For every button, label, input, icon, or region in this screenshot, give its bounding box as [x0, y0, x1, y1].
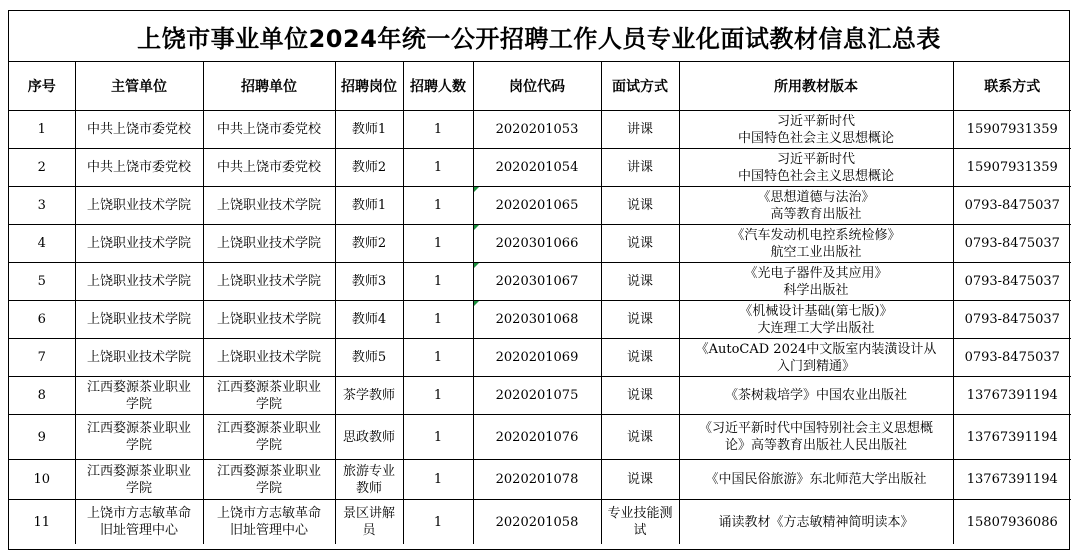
- spreadsheet: [8, 10, 1070, 550]
- cell-dept[interactable]: [75, 301, 203, 339]
- cell-code[interactable]: [473, 263, 601, 301]
- cell-book-text: 《习近平新时代中国特别社会主义思想概 论》高等教育出版社人民出版社: [698, 421, 933, 453]
- table-row: [9, 263, 1071, 301]
- cell-count[interactable]: [403, 500, 473, 545]
- cell-method[interactable]: [601, 500, 679, 545]
- column-header-post[interactable]: 招聘岗位: [335, 62, 403, 111]
- cell-count-text: 1: [433, 160, 443, 175]
- cell-code[interactable]: [473, 187, 601, 225]
- cell-code-text: 2020201078: [495, 472, 579, 487]
- cell-contact-text: 15907931359: [966, 160, 1058, 175]
- cell-method[interactable]: [601, 111, 679, 149]
- cell-post[interactable]: [335, 415, 403, 460]
- cell-code-text: 2020301067: [495, 274, 579, 289]
- cell-contact-text: 15807936086: [966, 514, 1058, 530]
- cell-dept[interactable]: [75, 225, 203, 263]
- cell-contact[interactable]: [953, 377, 1071, 415]
- cell-post-text: 茶学教师: [342, 388, 395, 403]
- cell-method-text: 说课: [626, 274, 653, 289]
- cell-no[interactable]: [9, 339, 75, 377]
- cell-no[interactable]: [9, 377, 75, 415]
- cell-dept-text: 上饶职业技术学院: [86, 236, 191, 251]
- table-row: [9, 500, 1071, 545]
- header-row: [9, 62, 1071, 111]
- cell-contact-text: 13767391194: [966, 388, 1058, 403]
- cell-no[interactable]: [9, 500, 75, 545]
- cell-code-text: 2020201076: [495, 429, 579, 445]
- cell-no[interactable]: [9, 460, 75, 500]
- cell-dept[interactable]: [75, 415, 203, 460]
- cell-no-text: 9: [37, 429, 46, 445]
- cell-unit[interactable]: [203, 149, 335, 187]
- cell-no-text: 6: [37, 312, 46, 327]
- cell-method[interactable]: [601, 149, 679, 187]
- cell-count-text: 1: [433, 312, 443, 327]
- cell-contact-text: 0793-8475037: [964, 350, 1060, 365]
- cell-method-text: 说课: [626, 429, 653, 445]
- cell-no-text: 2: [37, 160, 46, 175]
- cell-method[interactable]: [601, 339, 679, 377]
- cell-post[interactable]: [335, 149, 403, 187]
- cell-no-text: 11: [33, 514, 51, 530]
- cell-count[interactable]: [403, 339, 473, 377]
- cell-dept-text: 江西婺源茶业职业 学院: [86, 379, 191, 412]
- cell-dept[interactable]: [75, 460, 203, 500]
- table-row: [9, 187, 1071, 225]
- table-row: [9, 377, 1071, 415]
- cell-method-text: 说课: [626, 312, 653, 327]
- cell-book[interactable]: [679, 225, 953, 263]
- column-header-book[interactable]: 所用教材版本: [679, 62, 953, 111]
- cell-no[interactable]: [9, 187, 75, 225]
- cell-code[interactable]: [473, 301, 601, 339]
- cell-count[interactable]: [403, 301, 473, 339]
- cell-book[interactable]: [679, 460, 953, 500]
- cell-unit-text: 上饶市方志敏革命 旧址管理中心: [216, 506, 321, 538]
- cell-method-text: 说课: [626, 198, 653, 213]
- data-table: [9, 62, 1071, 544]
- cell-book[interactable]: [679, 339, 953, 377]
- cell-no-text: 8: [37, 388, 46, 403]
- cell-book-text: 习近平新时代 中国特色社会主义思想概论: [737, 113, 894, 146]
- cell-dept-text: 中共上饶市委党校: [86, 122, 191, 137]
- cell-no-text: 4: [37, 236, 46, 251]
- table-row: [9, 415, 1071, 460]
- cell-dept[interactable]: [75, 377, 203, 415]
- cell-contact-text: 13767391194: [966, 472, 1058, 487]
- cell-code[interactable]: [473, 111, 601, 149]
- cell-unit[interactable]: [203, 500, 335, 545]
- cell-post-text: 教师4: [351, 312, 387, 327]
- cell-dept-text: 中共上饶市委党校: [86, 160, 191, 175]
- cell-code-text: 2020301066: [495, 236, 579, 251]
- cell-post-text: 旅游专业 教师: [342, 463, 395, 496]
- cell-count-text: 1: [433, 198, 443, 213]
- cell-unit-text: 上饶职业技术学院: [216, 198, 321, 213]
- cell-dept[interactable]: [75, 500, 203, 545]
- cell-no-text: 3: [37, 198, 46, 213]
- cell-method[interactable]: [601, 460, 679, 500]
- cell-unit[interactable]: [203, 460, 335, 500]
- cell-dept[interactable]: [75, 149, 203, 187]
- cell-dept[interactable]: [75, 339, 203, 377]
- table-row: [9, 225, 1071, 263]
- cell-count-text: 1: [433, 388, 443, 403]
- cell-unit[interactable]: [203, 225, 335, 263]
- cell-book-text: 习近平新时代 中国特色社会主义思想概论: [737, 151, 894, 184]
- table-row: [9, 339, 1071, 377]
- cell-unit[interactable]: [203, 111, 335, 149]
- cell-contact-text: 13767391194: [966, 429, 1058, 445]
- page-title: 上饶市事业单位2024年统一公开招聘工作人员专业化面试教材信息汇总表: [9, 11, 1069, 62]
- cell-no[interactable]: [9, 415, 75, 460]
- cell-method-text: 说课: [626, 236, 653, 251]
- cell-dept-text: 上饶市方志敏革命 旧址管理中心: [86, 506, 191, 538]
- cell-contact[interactable]: [953, 415, 1071, 460]
- cell-code[interactable]: [473, 377, 601, 415]
- cell-no-text: 10: [33, 472, 51, 487]
- cell-code-text: 2020201065: [495, 198, 579, 213]
- cell-contact[interactable]: [953, 301, 1071, 339]
- cell-dept-text: 上饶职业技术学院: [86, 350, 191, 365]
- cell-code[interactable]: [473, 415, 601, 460]
- cell-unit-text: 上饶职业技术学院: [216, 236, 321, 251]
- cell-code[interactable]: [473, 460, 601, 500]
- cell-post-text: 教师5: [351, 350, 387, 365]
- cell-no-text: 5: [37, 274, 46, 289]
- cell-code-text: 2020201075: [495, 388, 579, 403]
- cell-unit[interactable]: [203, 339, 335, 377]
- cell-post-text: 教师1: [351, 122, 387, 137]
- cell-post[interactable]: [335, 263, 403, 301]
- column-header-unit[interactable]: 招聘单位: [203, 62, 335, 111]
- cell-method-text: 讲课: [626, 160, 653, 175]
- cell-code[interactable]: [473, 149, 601, 187]
- cell-count-text: 1: [433, 122, 443, 137]
- table-row: [9, 149, 1071, 187]
- cell-book[interactable]: [679, 415, 953, 460]
- cell-method-text: 说课: [626, 350, 653, 365]
- cell-contact[interactable]: [953, 149, 1071, 187]
- cell-contact[interactable]: [953, 263, 1071, 301]
- cell-contact-text: 0793-8475037: [964, 198, 1060, 213]
- cell-unit-text: 江西婺源茶业职业 学院: [216, 463, 321, 496]
- cell-book-text: 《光电子器件及其应用》 科学出版社: [744, 265, 888, 298]
- cell-dept-text: 上饶职业技术学院: [86, 198, 191, 213]
- cell-post[interactable]: [335, 500, 403, 545]
- cell-method-text: 专业技能测 试: [607, 506, 673, 538]
- cell-contact-text: 0793-8475037: [964, 274, 1060, 289]
- cell-dept[interactable]: [75, 187, 203, 225]
- cell-dept-text: 江西婺源茶业职业 学院: [86, 421, 191, 453]
- cell-method[interactable]: [601, 187, 679, 225]
- cell-method-text: 说课: [626, 472, 653, 487]
- cell-post[interactable]: [335, 460, 403, 500]
- column-header-count[interactable]: 招聘人数: [403, 62, 473, 111]
- cell-post-text: 教师2: [351, 160, 387, 175]
- cell-count[interactable]: [403, 149, 473, 187]
- cell-unit-text: 江西婺源茶业职业 学院: [216, 379, 321, 412]
- cell-unit[interactable]: [203, 415, 335, 460]
- cell-dept-text: 江西婺源茶业职业 学院: [86, 463, 191, 496]
- cell-post[interactable]: [335, 301, 403, 339]
- cell-method[interactable]: [601, 263, 679, 301]
- cell-contact[interactable]: [953, 225, 1071, 263]
- cell-book-text: 《中国民俗旅游》东北师范大学出版社: [705, 472, 927, 487]
- cell-unit-text: 上饶职业技术学院: [216, 274, 321, 289]
- cell-unit-text: 中共上饶市委党校: [216, 122, 321, 137]
- cell-count-text: 1: [433, 350, 443, 365]
- table-row: [9, 111, 1071, 149]
- cell-code-text: 2020201054: [495, 160, 579, 175]
- cell-unit[interactable]: [203, 301, 335, 339]
- cell-method[interactable]: [601, 415, 679, 460]
- cell-count-text: 1: [433, 274, 443, 289]
- cell-no-text: 1: [37, 122, 46, 137]
- cell-post-text: 景区讲解 员: [342, 506, 395, 538]
- cell-count-text: 1: [433, 472, 443, 487]
- cell-book[interactable]: [679, 149, 953, 187]
- cell-contact-text: 0793-8475037: [964, 312, 1060, 327]
- table-row: [9, 301, 1071, 339]
- cell-count[interactable]: [403, 187, 473, 225]
- cell-contact[interactable]: [953, 111, 1071, 149]
- cell-code-text: 2020201058: [495, 514, 579, 530]
- cell-count[interactable]: [403, 225, 473, 263]
- cell-book-text: 《汽车发动机电控系统检修》 航空工业出版社: [731, 227, 901, 260]
- cell-book-text: 《机械设计基础(第七版)》 大连理工大学出版社: [739, 303, 893, 336]
- cell-post-text: 教师1: [351, 198, 387, 213]
- cell-count[interactable]: [403, 415, 473, 460]
- cell-book[interactable]: [679, 111, 953, 149]
- cell-count-text: 1: [433, 236, 443, 251]
- cell-post[interactable]: [335, 377, 403, 415]
- cell-code-text: 2020201053: [495, 122, 579, 137]
- cell-post[interactable]: [335, 225, 403, 263]
- cell-post-text: 思政教师: [342, 429, 395, 445]
- cell-post-text: 教师3: [351, 274, 387, 289]
- cell-dept[interactable]: [75, 263, 203, 301]
- cell-contact[interactable]: [953, 500, 1071, 545]
- cell-book[interactable]: [679, 500, 953, 545]
- column-header-contact[interactable]: 联系方式: [953, 62, 1071, 111]
- cell-book-text: 《AutoCAD 2024中文版室内装潢设计从 入门到精通》: [695, 341, 937, 374]
- cell-book[interactable]: [679, 187, 953, 225]
- cell-method[interactable]: [601, 301, 679, 339]
- cell-no[interactable]: [9, 225, 75, 263]
- cell-code[interactable]: [473, 225, 601, 263]
- cell-count-text: 1: [433, 429, 443, 445]
- cell-dept[interactable]: [75, 111, 203, 149]
- cell-contact-text: 0793-8475037: [964, 236, 1060, 251]
- cell-post[interactable]: [335, 111, 403, 149]
- cell-book-text: 诵读教材《方志敏精神简明读本》: [718, 514, 914, 530]
- cell-count[interactable]: [403, 111, 473, 149]
- cell-unit-text: 上饶职业技术学院: [216, 350, 321, 365]
- cell-no[interactable]: [9, 301, 75, 339]
- cell-book[interactable]: [679, 377, 953, 415]
- cell-no[interactable]: [9, 149, 75, 187]
- cell-unit-text: 江西婺源茶业职业 学院: [216, 421, 321, 453]
- cell-unit[interactable]: [203, 377, 335, 415]
- cell-method-text: 讲课: [626, 122, 653, 137]
- cell-post[interactable]: [335, 339, 403, 377]
- cell-method[interactable]: [601, 225, 679, 263]
- cell-no-text: 7: [37, 350, 46, 365]
- cell-dept-text: 上饶职业技术学院: [86, 274, 191, 289]
- cell-code[interactable]: [473, 500, 601, 545]
- cell-book-text: 《思想道德与法治》 高等教育出版社: [757, 189, 875, 222]
- cell-code-text: 2020201069: [495, 350, 579, 365]
- cell-unit[interactable]: [203, 187, 335, 225]
- cell-contact[interactable]: [953, 187, 1071, 225]
- column-header-code[interactable]: 岗位代码: [473, 62, 601, 111]
- cell-no[interactable]: [9, 111, 75, 149]
- cell-unit-text: 中共上饶市委党校: [216, 160, 321, 175]
- cell-contact[interactable]: [953, 339, 1071, 377]
- cell-method[interactable]: [601, 377, 679, 415]
- cell-count[interactable]: [403, 377, 473, 415]
- cell-book[interactable]: [679, 263, 953, 301]
- cell-contact-text: 15907931359: [966, 122, 1058, 137]
- cell-contact[interactable]: [953, 460, 1071, 500]
- column-header-dept[interactable]: 主管单位: [75, 62, 203, 111]
- cell-code[interactable]: [473, 339, 601, 377]
- cell-count[interactable]: [403, 263, 473, 301]
- column-header-no[interactable]: 序号: [9, 62, 75, 111]
- cell-count[interactable]: [403, 460, 473, 500]
- cell-dept-text: 上饶职业技术学院: [86, 312, 191, 327]
- cell-book[interactable]: [679, 301, 953, 339]
- cell-unit[interactable]: [203, 263, 335, 301]
- cell-book-text: 《茶树栽培学》中国农业出版社: [724, 388, 907, 403]
- cell-count-text: 1: [433, 514, 443, 530]
- cell-post-text: 教师2: [351, 236, 387, 251]
- column-header-method[interactable]: 面试方式: [601, 62, 679, 111]
- cell-post[interactable]: [335, 187, 403, 225]
- table-row: [9, 460, 1071, 500]
- cell-code-text: 2020301068: [495, 312, 579, 327]
- cell-unit-text: 上饶职业技术学院: [216, 312, 321, 327]
- cell-no[interactable]: [9, 263, 75, 301]
- cell-method-text: 说课: [626, 388, 653, 403]
- table-body: [9, 111, 1071, 545]
